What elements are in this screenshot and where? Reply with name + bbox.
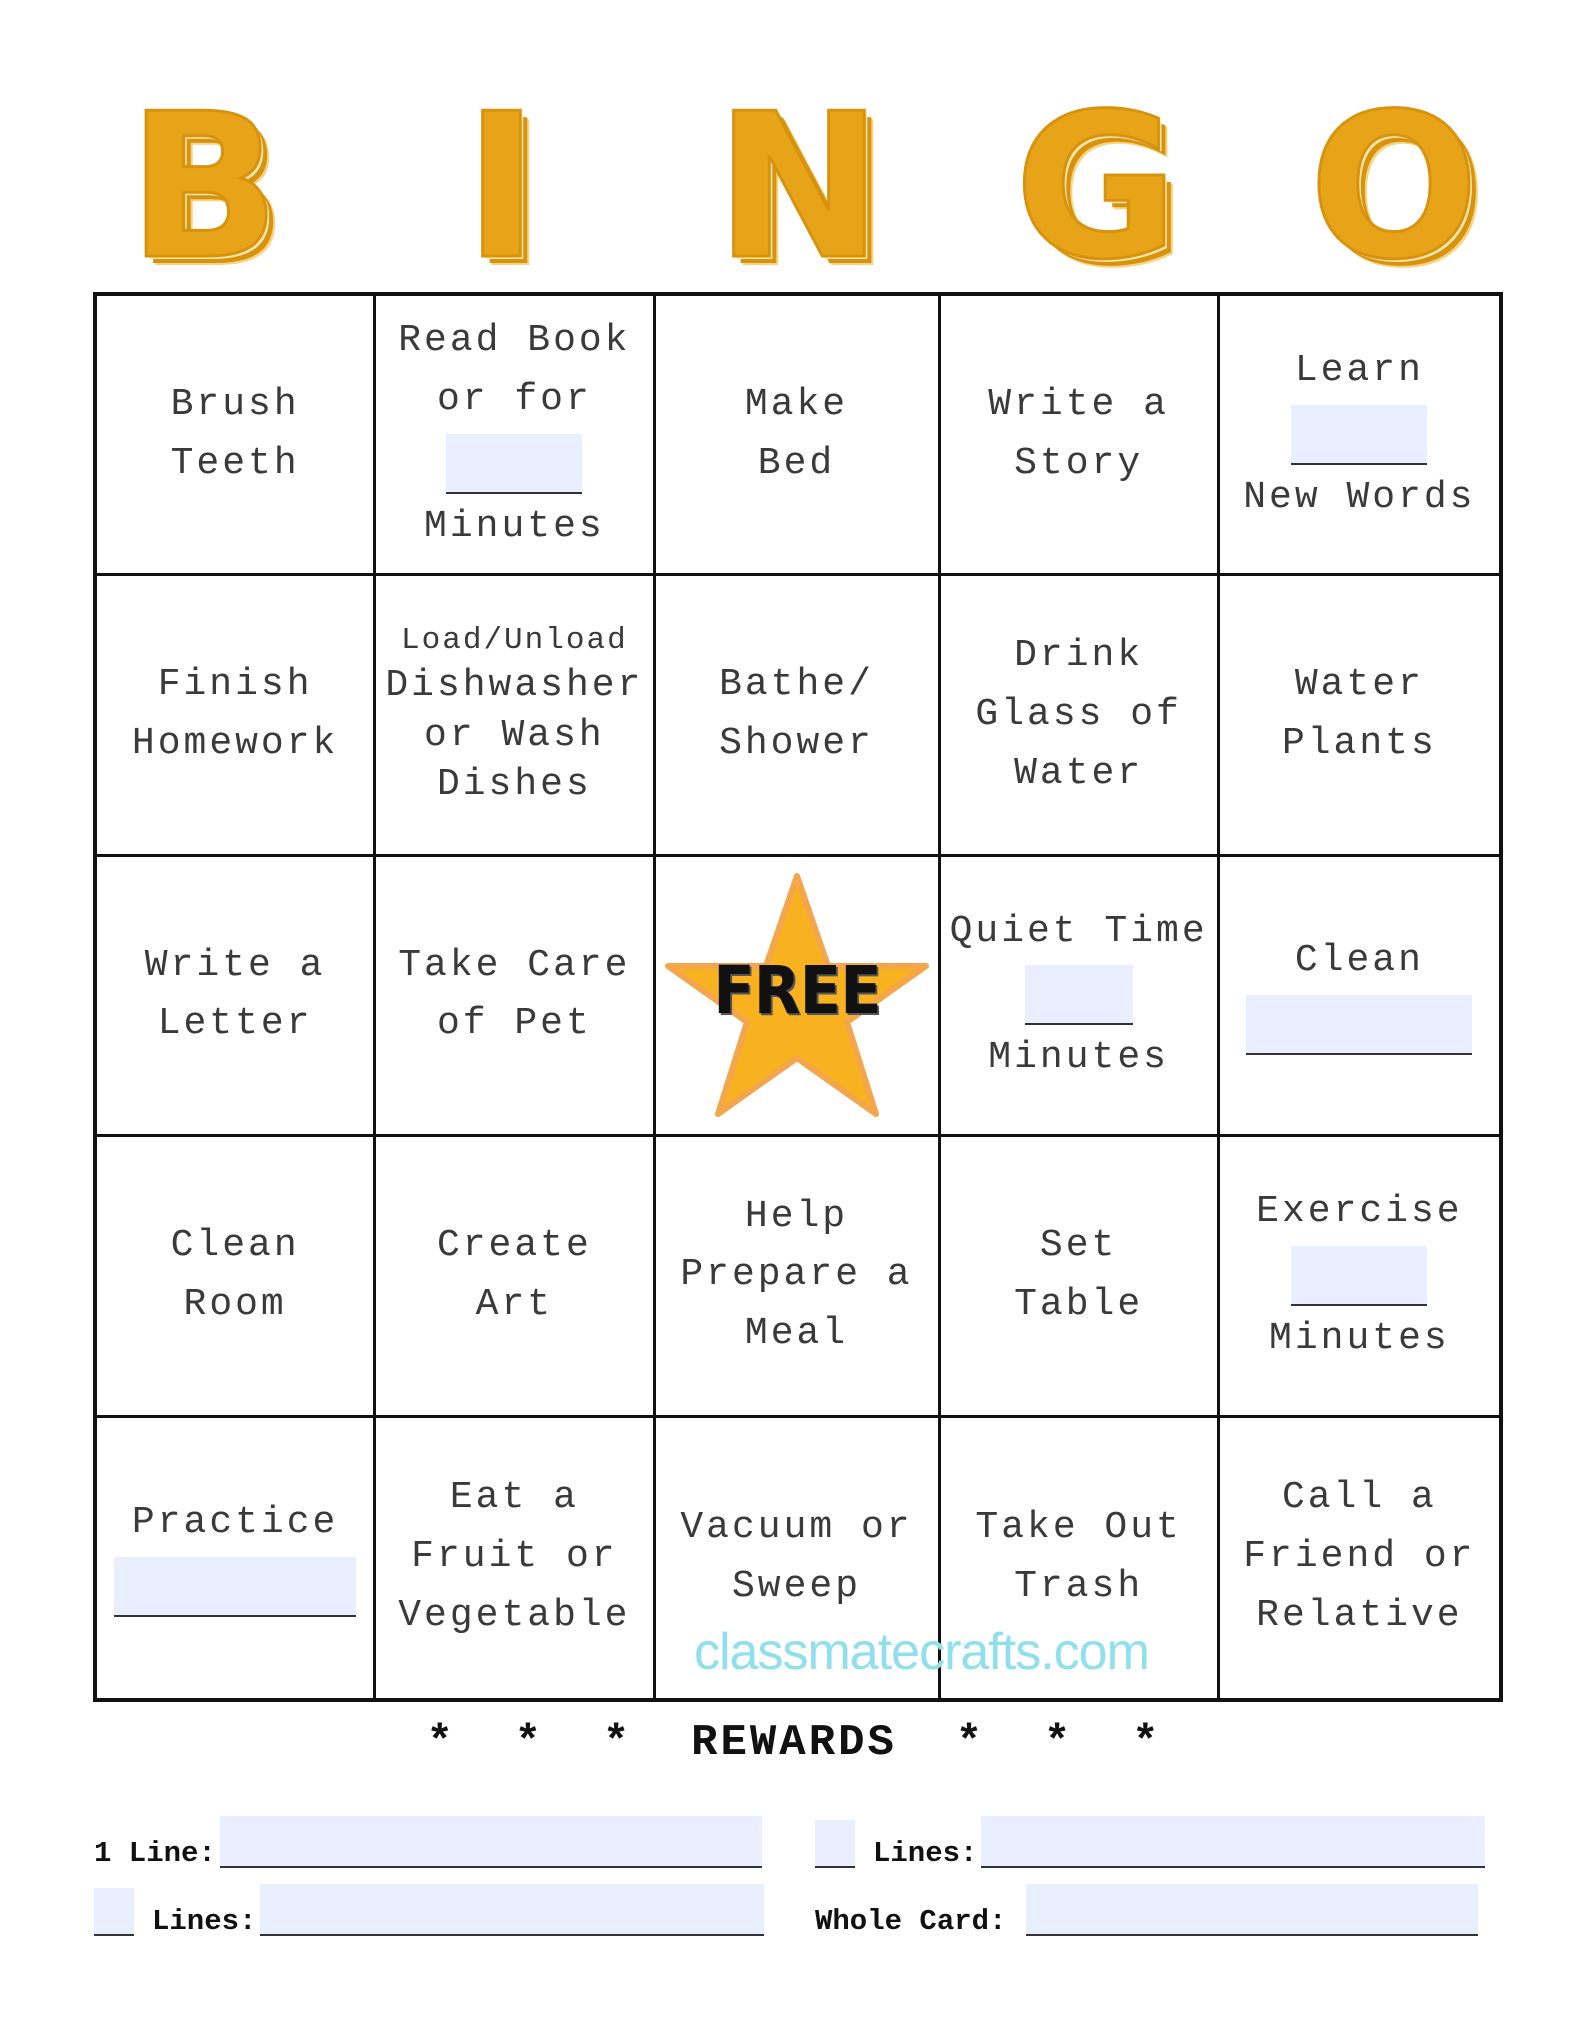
square-text: Letter: [157, 1002, 313, 1046]
bingo-square[interactable]: [376, 1418, 655, 1698]
square-text: Minutes: [1269, 1316, 1450, 1360]
square-text: Vegetable: [398, 1594, 631, 1638]
square-text: Bed: [757, 441, 836, 485]
square-text: Brush: [170, 382, 300, 426]
bingo-square[interactable]: [376, 857, 655, 1137]
square-text: or Wash: [424, 713, 605, 757]
bingo-square[interactable]: [97, 857, 376, 1137]
bingo-title: [94, 71, 1504, 304]
square-text: Minutes: [988, 1036, 1169, 1080]
blank-field[interactable]: [1025, 965, 1133, 1025]
reward-row-whole-card: [815, 1884, 1478, 1936]
reward-label-whole-card: Whole Card:: [815, 1905, 1007, 1938]
square-text: Relative: [1256, 1594, 1463, 1638]
reward-row-lines-a: [815, 1816, 1485, 1868]
square-text: Load/Unload: [401, 622, 628, 658]
reward-field-one-line[interactable]: [220, 1816, 762, 1868]
title-letter-i: I: [464, 71, 539, 304]
square-text: Take Care: [398, 943, 631, 987]
reward-label-one-line: 1 Line:: [94, 1837, 216, 1870]
free-label: FREE: [712, 952, 881, 1030]
square-text: Read Book: [398, 319, 631, 363]
blank-field[interactable]: [1291, 405, 1427, 465]
bingo-square[interactable]: [941, 576, 1220, 856]
bingo-square[interactable]: [97, 1418, 376, 1698]
square-text: Write a: [988, 382, 1169, 426]
bingo-square[interactable]: [1220, 1137, 1499, 1417]
square-text: Fruit or: [411, 1535, 618, 1579]
square-text: Eat a: [449, 1476, 579, 1520]
blank-field[interactable]: [1291, 1246, 1427, 1306]
bingo-square[interactable]: [376, 296, 655, 576]
blank-field[interactable]: [1246, 995, 1472, 1055]
free-space[interactable]: [656, 857, 941, 1137]
bingo-board: [93, 292, 1503, 1702]
square-text: Water: [1014, 751, 1144, 795]
square-text: Create: [436, 1224, 592, 1267]
bingo-square[interactable]: [97, 296, 376, 576]
square-text: Minutes: [424, 505, 605, 549]
square-text: Vacuum or: [680, 1505, 913, 1549]
square-text: Meal: [744, 1312, 849, 1356]
square-text: Sweep: [731, 1564, 862, 1608]
star-icon: [662, 870, 932, 1120]
square-text: Shower: [719, 722, 874, 766]
bingo-square[interactable]: [376, 576, 655, 856]
bingo-square[interactable]: [1220, 576, 1499, 856]
reward-row-one-line: [94, 1816, 762, 1868]
square-text: Art: [475, 1282, 554, 1326]
square-text: Take Out: [975, 1505, 1182, 1549]
title-letter-o: O: [1308, 71, 1480, 304]
title-letter-b: B: [127, 71, 281, 304]
square-text: Homework: [131, 722, 339, 766]
watermark: classmatecrafts.com: [694, 1623, 1149, 1681]
square-text: Trash: [1014, 1564, 1144, 1608]
reward-row-lines-b: [94, 1884, 764, 1936]
square-text: Prepare a: [680, 1253, 913, 1297]
reward-count-field-b[interactable]: [94, 1888, 134, 1936]
blank-field[interactable]: [114, 1557, 356, 1617]
square-text: Learn: [1294, 348, 1424, 392]
square-text: Drink: [1014, 633, 1144, 677]
blank-field[interactable]: [446, 434, 582, 494]
bingo-square[interactable]: [656, 296, 941, 576]
square-text: or for: [436, 378, 592, 422]
square-text: Write a: [144, 943, 326, 987]
bingo-square[interactable]: [1220, 1418, 1499, 1698]
square-text: Quiet Time: [949, 909, 1208, 953]
square-text: of Pet: [436, 1002, 592, 1046]
square-text: Friend or: [1243, 1535, 1476, 1579]
bingo-square[interactable]: [376, 1137, 655, 1417]
square-text: Clean: [1294, 939, 1424, 983]
square-text: Exercise: [1256, 1190, 1463, 1233]
square-text: Room: [183, 1282, 287, 1326]
title-letter-g: G: [1014, 71, 1179, 304]
square-text: Help: [744, 1194, 849, 1238]
bingo-square[interactable]: [656, 1137, 941, 1417]
reward-label-lines-b: Lines:: [152, 1905, 257, 1938]
square-text: Make: [744, 382, 849, 426]
square-text: Glass of: [975, 692, 1182, 736]
square-text: Dishwasher: [385, 664, 644, 708]
title-letter-n: N: [715, 71, 883, 304]
square-text: Clean: [170, 1224, 300, 1267]
square-text: Table: [1014, 1282, 1144, 1326]
square-text: Dishes: [436, 762, 592, 806]
reward-field-lines-b[interactable]: [260, 1884, 764, 1936]
reward-field-lines-a[interactable]: [981, 1816, 1485, 1868]
bingo-square[interactable]: [941, 1137, 1220, 1417]
square-text: Set: [1039, 1224, 1118, 1267]
bingo-square[interactable]: [1220, 296, 1499, 576]
rewards-heading: * * * REWARDS * * *: [426, 1718, 1162, 1768]
square-text: Story: [1014, 441, 1144, 485]
square-text: Teeth: [170, 441, 300, 485]
reward-count-field-a[interactable]: [815, 1820, 855, 1868]
bingo-square[interactable]: [97, 576, 376, 856]
bingo-square[interactable]: [941, 296, 1220, 576]
square-text: Practice: [131, 1501, 339, 1545]
square-text: Finish: [157, 663, 313, 707]
square-text: New Words: [1243, 475, 1476, 519]
reward-label-lines-a: Lines:: [873, 1837, 978, 1870]
bingo-square[interactable]: [1220, 857, 1499, 1137]
square-text: Plants: [1281, 722, 1437, 766]
square-text: Call a: [1281, 1476, 1437, 1520]
reward-field-whole-card[interactable]: [1026, 1884, 1478, 1936]
bingo-square[interactable]: [941, 857, 1220, 1137]
bingo-square[interactable]: [656, 576, 941, 856]
bingo-square[interactable]: [97, 1137, 376, 1417]
square-text: Water: [1294, 663, 1424, 707]
square-text: Bathe/: [719, 663, 874, 707]
